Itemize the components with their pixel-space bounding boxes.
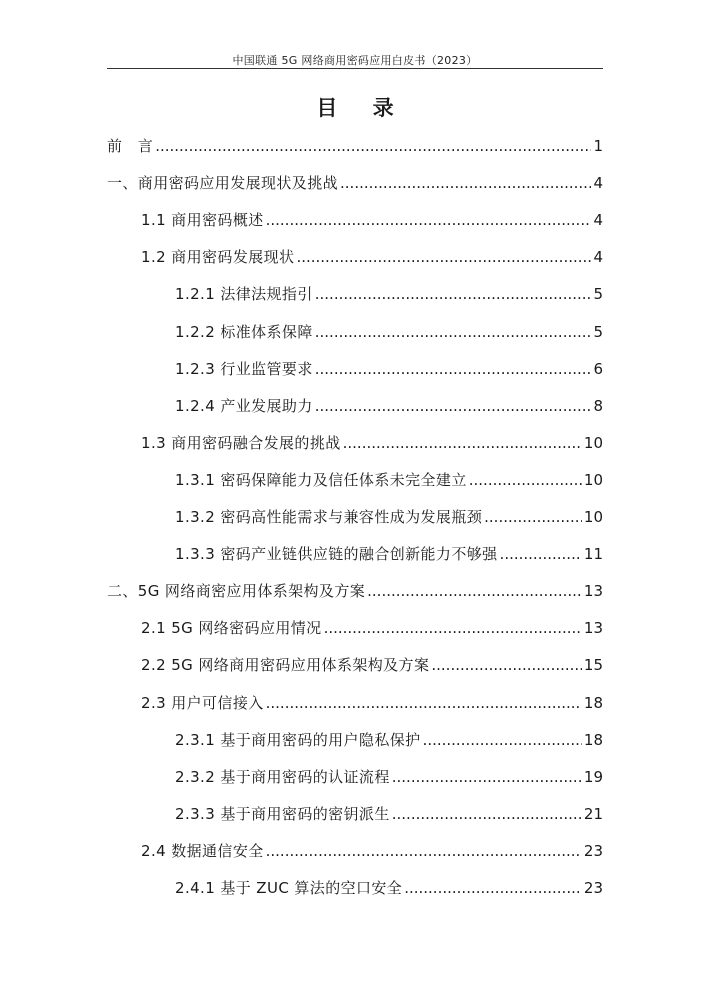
toc-entry[interactable] (175, 877, 603, 899)
toc-entry-title: 2.3.3 基于商用密码的密钥派生 (175, 804, 390, 823)
toc-entry-title: 前 言 (107, 137, 154, 155)
toc-entry-title: 2.4 数据通信安全 (141, 841, 264, 860)
toc-page-number: 4 (593, 248, 603, 267)
toc-entry[interactable] (141, 654, 603, 676)
toc-entry-title: 2.3.2 基于商用密码的认证流程 (175, 767, 390, 786)
toc-page-number: 4 (593, 174, 603, 193)
toc-dot-leader (266, 209, 592, 231)
toc-title: 目 录 (316, 96, 408, 120)
toc-entry-title: 一、商用密码应用发展现状及挑战 (107, 174, 339, 193)
toc-entry[interactable] (141, 692, 603, 714)
toc-page-number: 1 (593, 137, 603, 155)
toc-dot-leader (315, 321, 592, 343)
toc-entry-title: 2.2 5G 网络商用密码应用体系架构及方案 (141, 656, 430, 675)
toc-dot-leader (484, 506, 582, 528)
toc-page-number: 5 (593, 322, 603, 341)
toc-dot-leader (315, 395, 592, 417)
toc-dot-leader (343, 432, 582, 454)
toc-entry-title: 1.3.1 密码保障能力及信任体系未完全建立 (175, 470, 467, 489)
toc-page-number: 19 (583, 767, 603, 786)
toc-entry-title: 1.3.2 密码高性能需求与兼容性成为发展瓶颈 (175, 508, 483, 526)
toc-dot-leader (423, 729, 582, 751)
toc-entry[interactable] (141, 617, 603, 639)
toc-entry[interactable] (175, 729, 603, 751)
toc-entry[interactable] (175, 506, 603, 528)
toc-page-number: 13 (583, 582, 603, 601)
toc-dot-leader (340, 172, 591, 194)
toc-entry[interactable] (107, 135, 603, 157)
toc-entry[interactable] (175, 395, 603, 417)
toc-entry-title: 二、5G 网络商密应用体系架构及方案 (107, 582, 366, 601)
toc-page-number: 10 (583, 433, 603, 452)
toc-entry[interactable] (107, 580, 603, 602)
toc-entry[interactable] (141, 246, 603, 268)
toc-dot-leader (367, 580, 582, 602)
toc-page-number: 23 (583, 841, 603, 860)
toc-entry[interactable] (141, 840, 603, 862)
toc-dot-leader (296, 246, 591, 268)
toc-dot-leader (431, 654, 582, 676)
toc-entry[interactable] (175, 283, 603, 305)
toc-page-number: 15 (583, 656, 603, 675)
toc-entry[interactable] (107, 172, 603, 194)
toc-entry-title: 1.2.3 行业监管要求 (175, 359, 313, 378)
toc-page-number: 10 (583, 470, 603, 489)
toc-dot-leader (266, 840, 582, 862)
toc-entry-title: 1.2.2 标准体系保障 (175, 322, 313, 341)
toc-entry-title: 2.3 用户可信接入 (141, 693, 264, 712)
toc-page-number: 23 (583, 879, 603, 897)
toc-page-number: 18 (583, 693, 603, 712)
toc-page-number: 8 (593, 396, 603, 415)
toc-page-number: 11 (583, 545, 603, 564)
toc-dot-leader (315, 283, 592, 305)
toc-dot-leader (266, 692, 582, 714)
toc-page-number: 6 (593, 359, 603, 378)
toc-entry[interactable] (175, 469, 603, 491)
toc-dot-leader (469, 469, 582, 491)
toc-entry[interactable] (175, 766, 603, 788)
toc-page-number: 10 (583, 508, 603, 526)
toc-entry-title: 1.3.3 密码产业链供应链的融合创新能力不够强 (175, 545, 498, 564)
running-header: 中国联通 5G 网络商用密码应用白皮书（2023） (232, 54, 478, 67)
toc-dot-leader (404, 877, 582, 899)
toc-dot-leader (392, 766, 582, 788)
toc-entry-title: 1.2 商用密码发展现状 (141, 248, 295, 267)
toc-page-number: 13 (583, 619, 603, 638)
toc-entry-title: 2.4.1 基于 ZUC 算法的空口安全 (175, 879, 403, 897)
toc-entry-title: 2.3.1 基于商用密码的用户隐私保护 (175, 730, 421, 749)
toc-entry[interactable] (175, 358, 603, 380)
toc-dot-leader (324, 617, 582, 639)
toc-dot-leader (500, 543, 582, 565)
toc-entry[interactable] (175, 321, 603, 343)
toc-page-number: 18 (583, 730, 603, 749)
toc-entry[interactable] (175, 803, 603, 825)
toc-page-number: 21 (583, 804, 603, 823)
toc-entry-title: 2.1 5G 网络密码应用情况 (141, 619, 322, 638)
toc-entry-title: 1.2.1 法律法规指引 (175, 285, 313, 304)
toc-entry[interactable] (141, 209, 603, 231)
toc-entry-title: 1.3 商用密码融合发展的挑战 (141, 433, 341, 452)
toc-page-number: 5 (593, 285, 603, 304)
toc-dot-leader (155, 135, 591, 157)
toc-entry[interactable] (175, 543, 603, 565)
toc-entry-title: 1.2.4 产业发展助力 (175, 396, 313, 415)
toc-page-number: 4 (593, 211, 603, 230)
toc-dot-leader (315, 358, 592, 380)
toc-entry[interactable] (141, 432, 603, 454)
toc-dot-leader (392, 803, 582, 825)
header-divider (107, 68, 603, 69)
toc-entry-title: 1.1 商用密码概述 (141, 211, 264, 230)
